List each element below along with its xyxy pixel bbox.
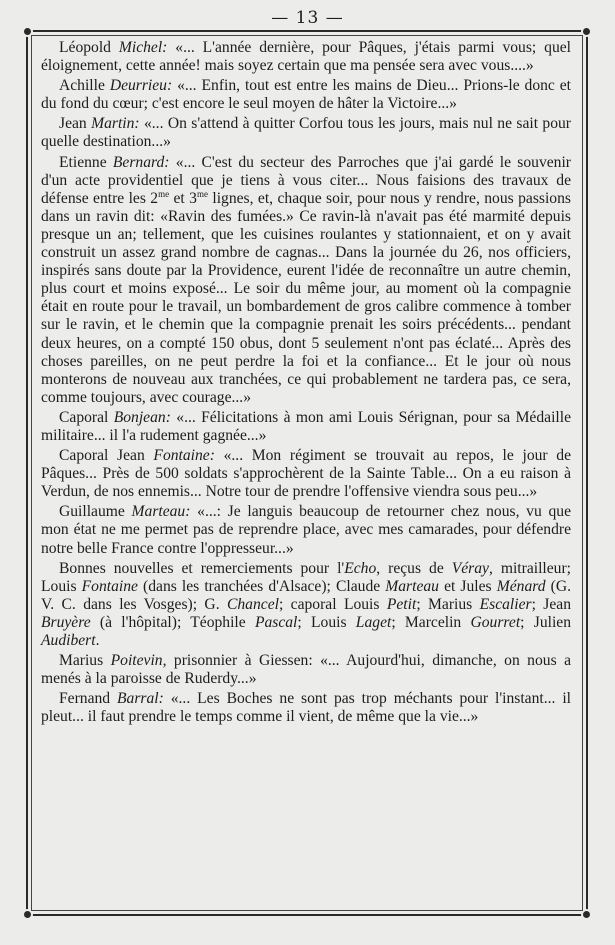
paragraph-text: et Jules [438, 577, 497, 595]
paragraph-text: , reçus de [376, 559, 452, 577]
soldier-name: Gourret [470, 613, 521, 631]
soldier-name: Poitevin, [110, 652, 167, 670]
soldier-name: Fontaine: [153, 447, 215, 465]
letter-paragraph [41, 77, 571, 113]
corner-ornament [22, 26, 33, 37]
soldier-name: Audibert [41, 632, 96, 649]
soldier-name: Escalier [479, 595, 532, 613]
paragraph-text: Bonnes nouvelles et remerciements pour l' [59, 559, 345, 577]
soldier-name: Martin: [91, 115, 140, 133]
soldier-name: Pascal [254, 613, 298, 631]
soldier-name: Fontaine [81, 577, 138, 595]
soldier-name: Ménard [496, 577, 546, 595]
paragraph-text: Léopold [59, 39, 119, 56]
letter-excerpts [41, 39, 571, 728]
letter-paragraph [41, 447, 571, 501]
paragraph-text: (à l'hôpital); Téophile [90, 613, 255, 631]
soldier-name: Michel: [118, 39, 168, 56]
paragraph-text: Achille [59, 77, 110, 95]
paragraph-text: ; Louis [297, 613, 356, 631]
paragraph-text: ; Marcelin [391, 613, 471, 631]
paragraph-text: (dans les tranchées d'Alsace); Claude [137, 577, 386, 595]
paragraph-text: Caporal [59, 408, 114, 426]
soldier-name: Laget [355, 613, 392, 631]
letter-paragraph [41, 652, 571, 688]
letter-paragraph [41, 560, 571, 650]
paragraph-text: lignes, et, chaque soir, pour nous y rendre, nous passions dans un ravin dit: «Ravin des fumées.» Ce ravin-là n'avait pas été marmité depuis presque un an; tellement, que les cuisines roulantes y stationnaient, et on y avait construit un assez grand nombre de cagnas... Dans la journée du 26, nos officiers, inspirés sans doute par la Providence, eurent l'idée de reconnaître un autre chemin, plus court et moins exposé... Le soir du même jour, au moment où la compagnie était en route pour le travail, un bombardement de gros calibre commence à tomber sur le ravin, et le chemin que la compagnie prenait les soirs précédents... pendant deux heures, on a compté 150 obus, dont 5 seulement n'ont pas éclaté... Après des choses pareilles, on ne peut perdre la foi et la confiance... Et le jour où nous monterons de nouveau aux tranchées, ce qui probablement ne tardera pas, ce sera, comme toujours, avec courage...» [41, 189, 571, 406]
paragraph-text: prisonnier à Giessen: «... Aujourd'hui, dimanche, on nous a menés à la paroisse de Ruderdy...» [41, 652, 572, 688]
paragraph-text: Etienne [59, 153, 113, 171]
letter-paragraph [41, 154, 571, 407]
letter-paragraph [41, 503, 571, 557]
soldier-name: Echo [344, 559, 377, 577]
paragraph-text: (G. V. C. dans les Vosges); G. [41, 577, 571, 613]
paragraph-text: «... C'est du secteur des Parroches que j'ai gardé le souvenir d'un acte providentiel que je tiens à vous citer... Nous faisions des travaux de défense entre les 2 [41, 153, 571, 207]
corner-ornament [22, 909, 33, 920]
page-number: — 13 — [271, 8, 344, 28]
paragraph-text: , mitrailleur; Louis [41, 559, 571, 595]
paragraph-text: «...: Je languis beaucoup de retourner chez nous, vu que mon état ne me permet pas de reprendre place, avec mes camarades, pour défendre notre belle France contre l'oppresseur...» [41, 503, 571, 557]
letter-paragraph [41, 409, 571, 445]
soldier-name: Bonjean: [113, 408, 171, 426]
corner-ornament [581, 909, 592, 920]
ordinal-superscript: me [158, 188, 170, 199]
paragraph-text: «... Mon régiment se trouvait au repos, le jour de Pâques... Près de 500 soldats s'approchèrent de la Sainte Table... On a eu raison à Verdun, de nos ennemis... Notre tour de prendre l'offensive viendra sous peu...» [41, 447, 571, 501]
paragraph-text: ; Julien [520, 613, 572, 631]
paragraph-text: Caporal Jean [59, 447, 154, 465]
paragraph-text: «... Félicitations à mon ami Louis Sérignan, pour sa Médaille militaire... il l'a rudement gagnée...» [41, 408, 571, 444]
letter-paragraph [41, 690, 571, 726]
soldier-name: Marteau [385, 577, 439, 595]
paragraph-text: ; caporal Louis [278, 595, 387, 613]
soldier-name: Véray [451, 559, 489, 577]
paragraph-text: Marius [59, 652, 111, 670]
paragraph-text: «... Enfin, tout est entre les mains de Dieu... Prions-le donc et du fond du cœur; c'est encore le seul moyen de hâter la Victoire...» [41, 77, 572, 113]
soldier-name: Bernard: [112, 153, 170, 171]
soldier-name: Barral: [117, 690, 164, 708]
soldier-name: Petit [386, 595, 417, 613]
paragraph-text: Fernand [59, 690, 118, 708]
soldier-name: Bruyère [41, 613, 91, 631]
corner-ornament [581, 26, 592, 37]
letter-paragraph [41, 115, 571, 151]
paragraph-text: «... Les Boches ne sont pas trop méchants pour l'instant... il pleut... il faut prendre le temps comme il vient, de même que la vie...» [41, 690, 572, 726]
paragraph-text: Jean [59, 115, 92, 133]
paragraph-text: . [95, 632, 100, 649]
soldier-name: Chancel [226, 595, 279, 613]
soldier-name: Deurrieu: [109, 77, 173, 95]
paragraph-text: «... On s'attend à quitter Corfou tous les jours, mais nul ne sait pour quelle destination...» [41, 115, 571, 151]
soldier-name: Marteau: [131, 503, 191, 521]
paragraph-text: Guillaume [59, 503, 132, 521]
ordinal-superscript: me [196, 188, 208, 199]
paragraph-text: ; Marius [416, 595, 480, 613]
paragraph-text: et 3 [169, 189, 197, 207]
paragraph-text: «... L'année dernière, pour Pâques, j'étais parmi vous; quel éloignement, cette année! mais soyez certain que ma pensée sera avec vous....» [41, 39, 571, 75]
letter-paragraph [41, 39, 571, 75]
paragraph-text: ; Jean [531, 595, 571, 613]
